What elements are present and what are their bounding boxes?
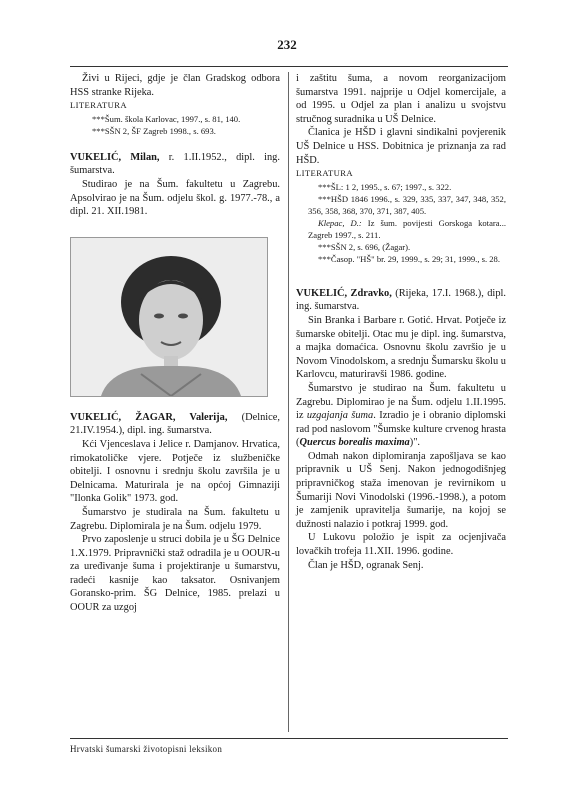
- entry-heading: [70, 151, 280, 178]
- entry-heading-rest: (Rijeka, 17.I. 1968.), dipl. ing. šumarstva.: [296, 287, 506, 313]
- literature-author: Klepac, D.:: [318, 217, 362, 228]
- entry-name: VUKELIĆ, ŽAGAR, Valerija,: [70, 411, 228, 423]
- entry-heading-rest: (Delnice, 21.IV.1954.), dipl. ing. šumarstva.: [70, 411, 280, 437]
- text-run: )".: [409, 437, 421, 449]
- entry-continuation: i zaštitu šuma, a novom reorganizacijom šumarstva 1991. najprije u Odjel komercijale, a od 1995. u Odjel za plan i analizu u svojstvu stručnog suradnika u UŠ Delnice.: [296, 73, 506, 125]
- portrait-photo: [70, 237, 268, 397]
- literature-item: ***Šum. škola Karlovac, 1997., s. 81, 140.: [92, 113, 241, 124]
- entry-paragraph: Članica je HŠD i glavni sindikalni povjerenik UŠ Delnice u HSS. Dobitnica je priznanja za rad HŠD.: [296, 127, 506, 166]
- column-divider: [288, 72, 289, 732]
- literature-item: ***SŠN 2, ŠF Zagreb 1998., s. 693.: [92, 125, 216, 136]
- footer-rule: [70, 738, 508, 739]
- header-rule: [70, 66, 508, 67]
- literature-item: ***Časop. "HŠ" br. 29, 1999., s. 29; 31, 1999., s. 28.: [318, 253, 501, 264]
- entry-paragraph: Prvo zaposlenje u struci dobila je u ŠG Delnice 1.X.1979. Pripravnički staž odradila je u OOUR-u za uređivanje šuma i projektiranje u šumarstvu, radeći kasnije kao taksator. Osnivanjem Goransko-prim. ŠG Delnice, 1985. prelazi u OOUR za uzgoj: [70, 534, 280, 614]
- previous-entry-text: Živi u Rijeci, gdje je član Gradskog odbora HSS stranke Rijeka.: [70, 73, 280, 98]
- literature-item: ***SŠN 2, s. 696, (Žagar).: [318, 241, 411, 252]
- entry-heading-rest: r. 1.II.1952., dipl. ing. šumarstva.: [70, 151, 280, 177]
- right-column: [296, 72, 506, 572]
- emphasis-text: uzgajanja šuma: [306, 410, 374, 422]
- latin-name: Quercus borealis maxima: [299, 437, 410, 449]
- literature-item: [296, 217, 506, 241]
- entry-name: VUKELIĆ, Milan,: [70, 151, 160, 163]
- left-column: [70, 72, 280, 615]
- entry-name: VUKELIĆ, Zdravko,: [296, 287, 392, 299]
- entry-heading: [296, 287, 506, 314]
- entry-paragraph: Šumarstvo je studirala na Šum. fakultetu u Zagrebu. Diplomirala je na Šum. odjelu 1979.: [70, 506, 280, 532]
- entry-paragraph: [296, 382, 506, 450]
- entry-zdravko: [296, 287, 506, 572]
- entry-paragraph: Kći Vjenceslava i Jelice r. Damjanov. Hrvatica, rimokatoličke vjere. Potječe iz službeničke obitelji. I osnovnu i srednju školu završila je u Delnicama. Maturirala je na općoj Gimnaziji "Ilonka Golik" 1973. god.: [70, 438, 280, 505]
- literature-title: Iz šum. povijesti Gorskoga kotara... Zagreb 1997., s. 211.: [308, 217, 507, 240]
- footer-title: Hrvatski šumarski životopisni leksikon: [70, 744, 223, 754]
- text-run: Šumarstvo je studirao na Šum. fakultetu u Zagrebu. Diplomirao je na Šum. odjelu 1.II.1995. iz: [296, 382, 506, 422]
- entry-valerija: [70, 411, 280, 615]
- literature-heading: LITERATURA: [296, 168, 353, 179]
- entry-milan: [70, 151, 280, 219]
- entry-paragraph: Član je HŠD, ogranak Senj.: [308, 559, 424, 571]
- literature-heading: LITERATURA: [70, 100, 127, 111]
- portrait-image: [71, 238, 267, 396]
- entry-heading: [70, 411, 280, 438]
- entry-paragraph: Sin Branka i Barbare r. Gotić. Hrvat. Potječe iz šumarske obitelji. Otac mu je dipl. ing. šumarstva, a majka domaćica. Osnovnu školu završio je u Novom Vinodolskom, a srednju Šumarsku školu u Karlovcu, maturiravši 1986. godine.: [296, 314, 506, 381]
- literature-item: ***HŠD 1846 1996., s. 329, 335, 337, 347, 348, 352, 356, 358, 368, 370, 371, 387, 405.: [308, 193, 506, 216]
- literature-item: ***ŠL: 1 2, 1995., s. 67; 1997., s. 322.: [318, 181, 452, 192]
- entry-paragraph: U Lukovu položio je ispit za ocjenjivača lovačkih trofeja 11.XII. 1996. godine.: [296, 532, 506, 558]
- entry-body: Studirao je na Šum. fakultetu u Zagrebu. Apsolvirao je na Šum. odjelu škol. g. 1977.-78., a dipl. 21. XII.1981.: [70, 178, 280, 218]
- entry-paragraph: Odmah nakon diplomiranja zapošljava se kao pripravnik u UŠ Senj. Nakon jednogodišnjeg pripravničkog staža imenovan je revirnikom u Šumariji Novi Vinodolski (1996.-1998.), a potom je zamjenik upravitelja šumarije, na kojoj se dužnosti nalazio i potkraj 1999. god.: [296, 450, 506, 530]
- text-run: . Izradio je i obranio diplomski rad pod naslovom "Šumske kulture crvenog hrasta (: [296, 410, 506, 449]
- page-number: 232: [277, 37, 297, 52]
